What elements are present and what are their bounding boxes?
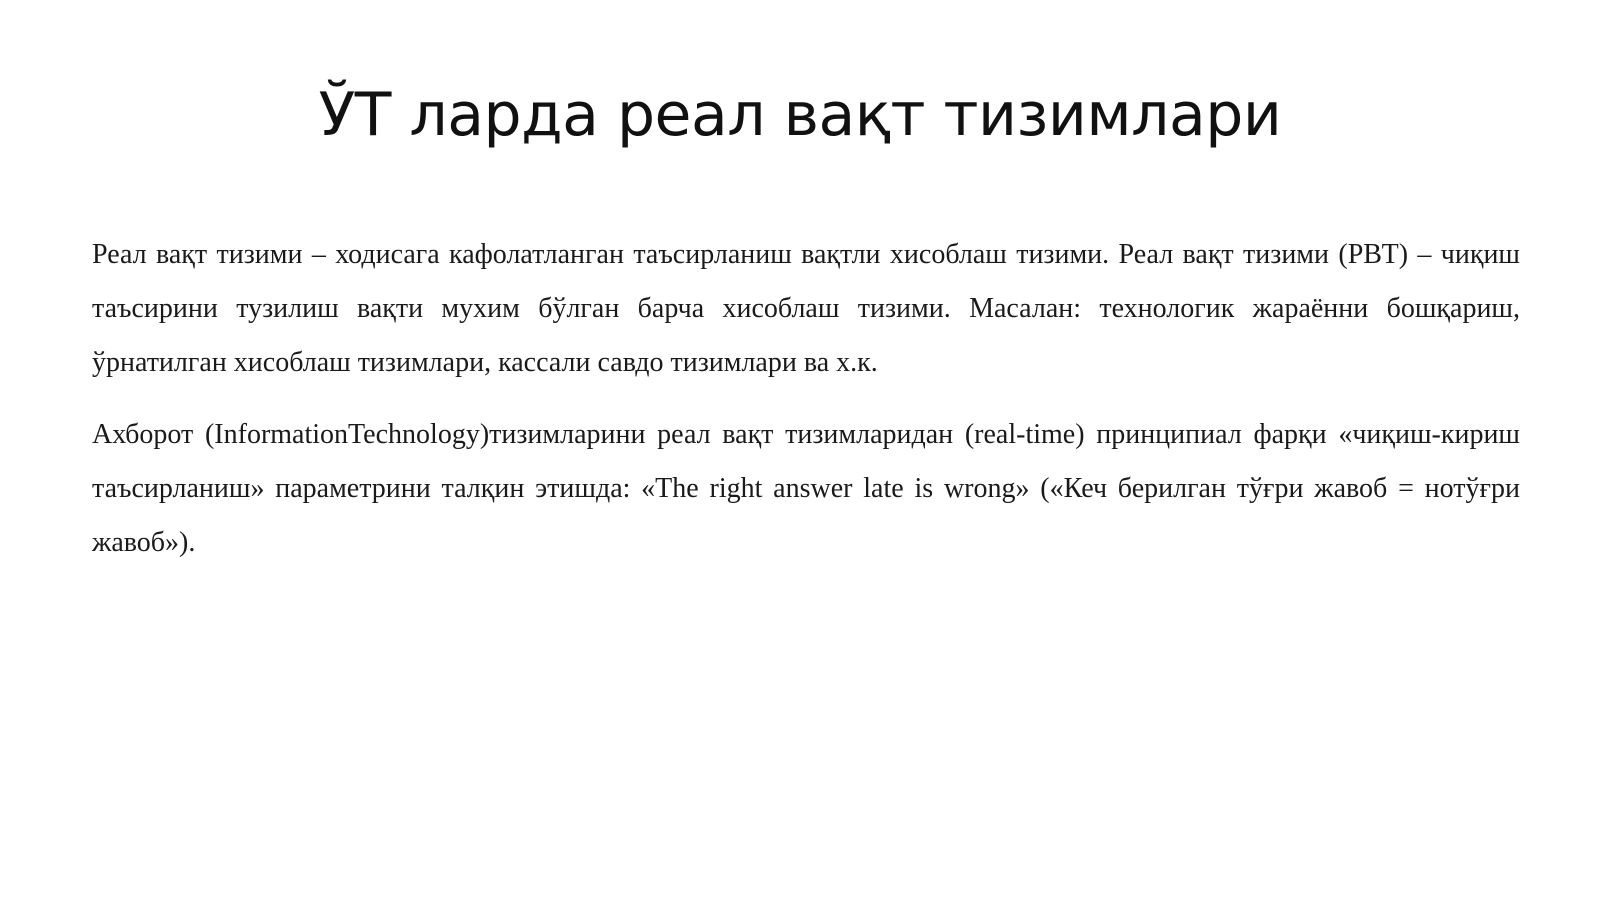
slide-title: ЎТ ларда реал вақт тизимлари — [318, 80, 1282, 150]
slide-body — [92, 228, 1520, 588]
body-paragraph-2: Ахборот (InformationTechnology)тизимларини реал вақт тизимларидан (real-time) принципиал фарқи «чиқиш-кириш таъсирланиш» параметрини талқин этишда: «The right answer late is wrong» («Кеч берилган тўғри жавоб = нотўғри жавоб»). — [92, 419, 1520, 558]
body-paragraph-1: Реал вақт тизими – ходисага кафолатланган таъсирланиш вақтли хисоблаш тизими. Реал вақт тизими (РВТ) – чиқиш таъсирини тузилиш вақти мухим бўлган барча хисоблаш тизими. Масалан: технологик жараённи бошқариш, ўрнатилган хисоблаш тизимлари, кассали савдо тизимлари ва х.к. — [92, 239, 1520, 378]
